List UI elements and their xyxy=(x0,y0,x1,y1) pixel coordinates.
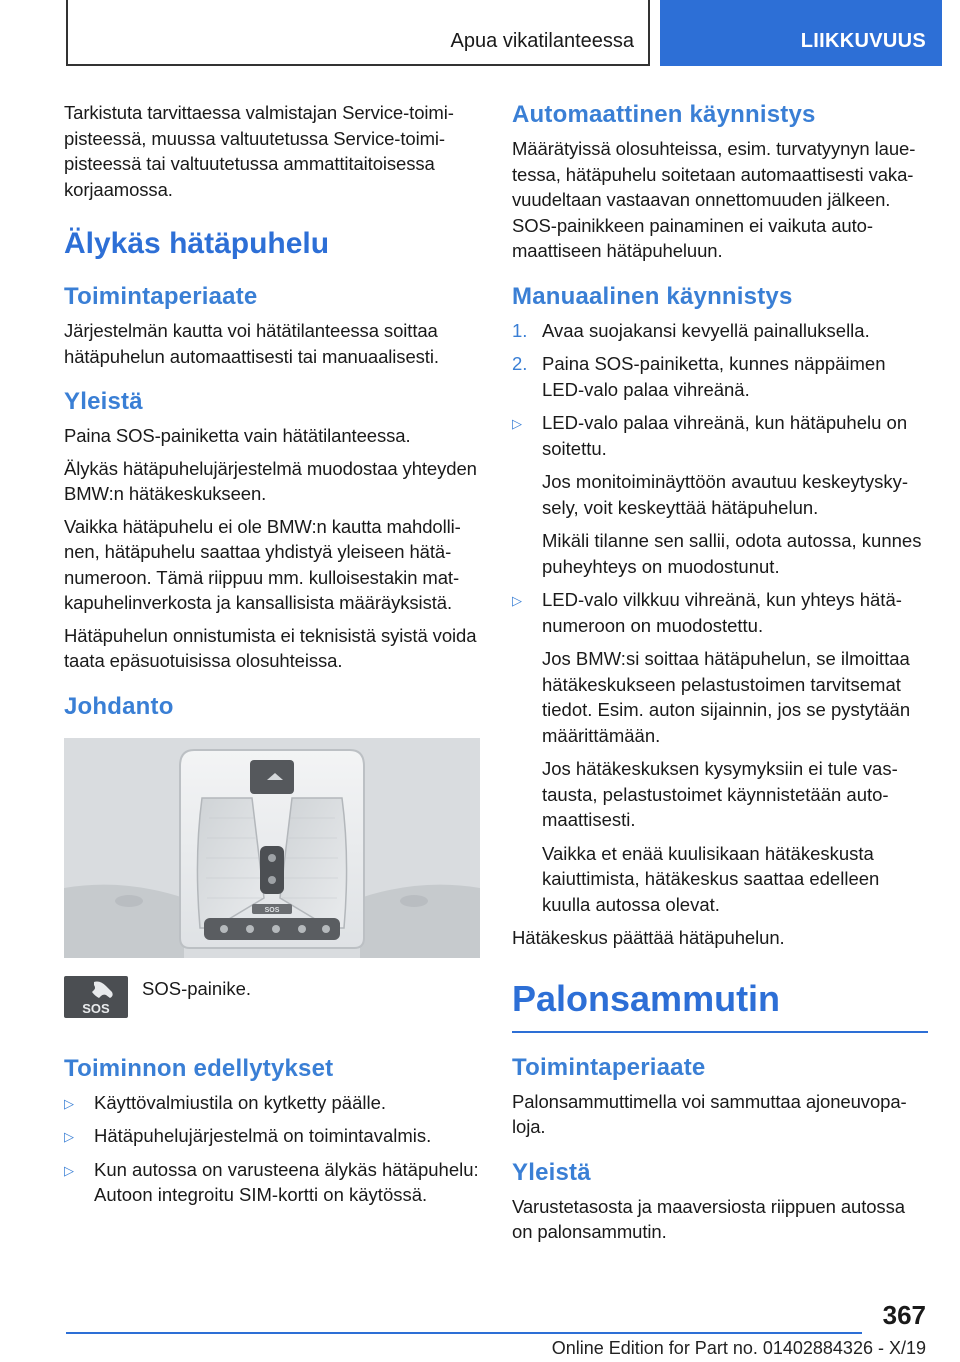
heading-principle: Toimintaperiaate xyxy=(64,283,258,310)
extinguisher-general-paragraph: Varustetasosta ja maaversiosta riippuen autossa on palonsammutin. xyxy=(512,1195,905,1242)
prerequisite-text: Kun autossa on varusteena älykäs hätäpuhelu: Autoon integroitu SIM-kortti on käytössä. xyxy=(94,1158,479,1205)
roof-console-drawing xyxy=(64,738,480,958)
list-item xyxy=(512,410,928,461)
header-section-title: Apua vikatilanteessa xyxy=(450,30,634,52)
bullet-text: LED-valo palaa vihreänä, kun hätäpuhelu on soitettu. xyxy=(542,412,908,459)
heading-introduction: Johdanto xyxy=(64,692,174,720)
bullet-text: LED-valo vilkkuu vihreänä, kun yhteys hätänumeroon on muodostettu. xyxy=(542,589,902,636)
general-paragraph-2: Älykäs hätäpuhelujärjestelmä muodostaa yhteyden BMW:n hätäkeskukseen. xyxy=(64,457,477,504)
prerequisite-text: Hätäpuhelujärjestelmä on toimintavalmis. xyxy=(94,1125,432,1146)
list-item xyxy=(512,318,928,344)
step-number: 2. xyxy=(512,353,528,374)
triangle-bullet-icon: ▷ xyxy=(64,1095,74,1111)
bullet-detail: Jos BMW:si soittaa hätäpuhelun, se ilmoittaa hätäkeskukseen pelastustoimen tarvitsemat tiedot. Esim. auton sijainnin, jos se pystytään määrittämään. xyxy=(542,648,911,746)
header-chapter-label: LIIKKUVUUS xyxy=(800,30,926,52)
caption-row xyxy=(64,976,480,1036)
list-item xyxy=(512,587,928,638)
header-chapter-tab[interactable] xyxy=(660,0,942,66)
end-paragraph: Hätäkeskus päättää hätäpuhelun. xyxy=(512,927,785,948)
general-paragraph-1: Paina SOS-painiketta vain hätätilanteessa. xyxy=(64,425,411,446)
triangle-bullet-icon: ▷ xyxy=(512,416,522,431)
heading-general: Yleistä xyxy=(64,388,143,415)
page-header xyxy=(66,0,942,66)
footer-divider xyxy=(66,1332,862,1334)
sos-icon-label: SOS xyxy=(82,1000,110,1016)
list-item xyxy=(64,1090,480,1116)
step-text: Avaa suojakansi kevyellä painalluksella. xyxy=(542,319,870,341)
section-title-emergency-call: Älykäs hätäpuhelu xyxy=(64,227,330,260)
automatic-paragraph: Määrätyissä olosuhteissa, esim. turvatyynyn lauetessa, hätäpuhelu soitetaan automaattisesti vakavuudeltaan vastaavan onnettomuuden jälkeen. SOS-painikkeen painaminen ei vaikuta automaattiseen hätäpuheluun. xyxy=(512,138,916,261)
heading-prerequisites: Toiminnon edellytykset xyxy=(64,1054,334,1082)
principle-paragraph: Järjestelmän kautta voi hätätilanteessa soittaa hätäpuhelun automaattisesti tai manuaalisesti. xyxy=(64,320,439,367)
console-sos-label: SOS xyxy=(264,906,280,914)
header-section-box xyxy=(66,0,650,66)
heading-principle-extinguisher: Toimintaperiaate xyxy=(512,1053,706,1081)
bullet-detail: Jos hätäkeskuksen kysymyksiin ei tule vastausta, pelastustoimet käynnistetään automaattisesti. xyxy=(542,758,898,830)
intro-paragraph: Tarkistuta tarvittaessa valmistajan Service-toimipisteessä, muussa valtuutetussa Service-toimipisteessä tai valtuutetussa ammattitaitoisessa korjaamossa. xyxy=(64,102,454,200)
list-item xyxy=(64,1123,480,1149)
roof-console-illustration xyxy=(64,738,480,958)
bullet-detail: Mikäli tilanne sen sallii, odota autossa, kunnes puheyhteys on muodostunut. xyxy=(542,530,922,577)
sos-phone-icon xyxy=(64,976,128,1018)
footer-edition-text: Online Edition for Part no. 01402884326 - X/19 xyxy=(551,1338,926,1358)
section-title-fire-extinguisher: Palonsammutin xyxy=(512,977,928,1033)
list-item xyxy=(64,1157,480,1208)
step-text: Paina SOS-painiketta, kunnes näppäimen LED-valo palaa vihreänä. xyxy=(542,353,886,400)
illustration-caption: SOS-painike. xyxy=(142,977,251,999)
step-number: 1. xyxy=(512,319,528,341)
page-number: 367 xyxy=(882,1300,926,1330)
bullet-detail: Jos monitoiminäyttöön avautuu keskeytyskysely, voit keskeyttää hätäpuhelun. xyxy=(542,471,909,518)
triangle-bullet-icon: ▷ xyxy=(512,593,522,608)
bullet-detail: Vaikka et enää kuulisikaan hätäkeskusta kaiuttimista, hätäkeskus saattaa edelleen kuulla autossa olevat. xyxy=(542,842,880,915)
extinguisher-principle-paragraph: Palonsammuttimella voi sammuttaa ajoneuvopaloja. xyxy=(512,1090,907,1137)
left-column xyxy=(64,100,480,1216)
heading-manual-start: Manuaalinen käynnistys xyxy=(512,282,793,310)
general-paragraph-3: Vaikka hätäpuhelu ei ole BMW:n kautta mahdollinen, hätäpuhelu saattaa yhdistyä yleiseen hätänumeroon. Tämä riippuu mm. kulloisestakin matkapuhelinverkosta ja kansallisista määräyksistä. xyxy=(64,515,461,613)
triangle-bullet-icon: ▷ xyxy=(64,1129,74,1144)
list-item xyxy=(512,351,928,402)
heading-automatic-start: Automaattinen käynnistys xyxy=(512,101,816,128)
prerequisite-text: Käyttövalmiustila on kytketty päälle. xyxy=(94,1091,387,1113)
general-paragraph-4: Hätäpuhelun onnistumista ei teknisistä syistä voida taata epäsuotuisissa olosuhteissa. xyxy=(64,624,477,671)
heading-general-extinguisher: Yleistä xyxy=(512,1158,591,1186)
right-column xyxy=(512,100,928,1252)
triangle-bullet-icon: ▷ xyxy=(64,1162,74,1178)
